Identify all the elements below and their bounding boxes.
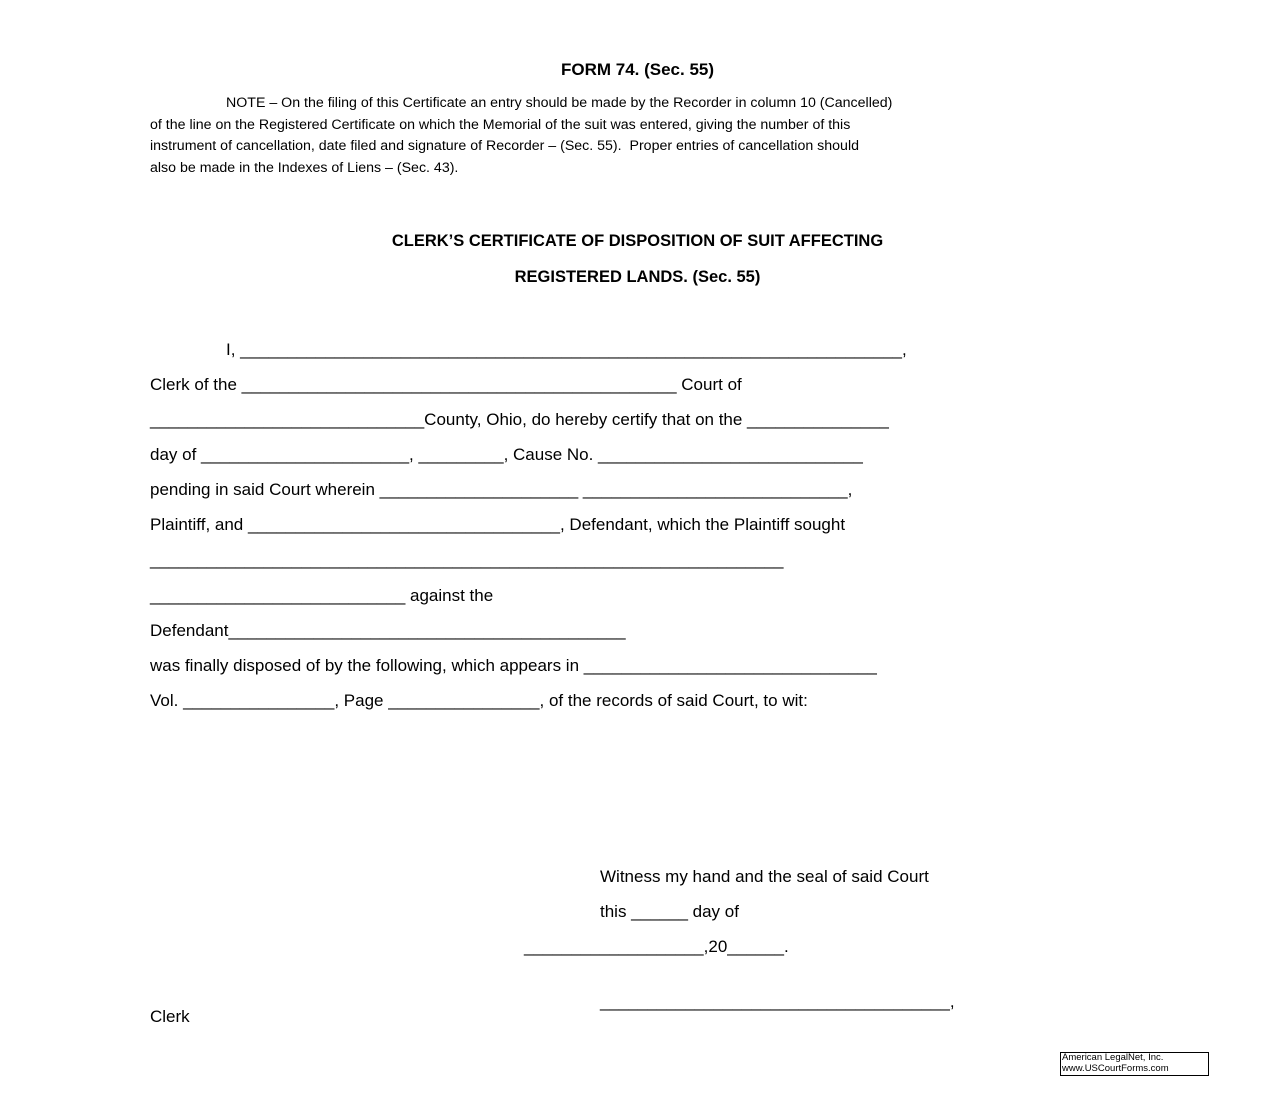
clerk-label: Clerk xyxy=(150,1007,190,1026)
form-title: FORM 74. (Sec. 55) xyxy=(560,60,715,79)
date-cause-line: day of ______________________, _________, Cause No. ____________________________ xyxy=(150,445,863,464)
relief-sought-line: ___________________________________________________________________ xyxy=(150,550,784,569)
footer-website: www.USCourtForms.com xyxy=(1062,1062,1169,1074)
certificate-heading-line-2: REGISTERED LANDS. (Sec. 55) xyxy=(514,268,761,286)
county-line: _____________________________County, Ohio, do hereby certify that on the _______________ xyxy=(150,410,889,429)
note-line: also be made in the Indexes of Liens – (Sec. 43). xyxy=(150,159,459,176)
note-paragraph xyxy=(150,93,1125,179)
clerk-name-line: I, ______________________________________________________________________, xyxy=(226,340,907,359)
witness-statement: Witness my hand and the seal of said Court xyxy=(600,867,929,886)
certificate-heading-line-1: CLERK’S CERTIFICATE OF DISPOSITION OF SUIT AFFECTING xyxy=(391,232,884,250)
witness-day-line: this ______ day of xyxy=(600,902,739,921)
note-line: of the line on the Registered Certificate on which the Memorial of the suit was entered, giving the number of this xyxy=(150,116,851,133)
parties-line: pending in said Court wherein _____________________ ____________________________, xyxy=(150,480,853,499)
signature-line: _____________________________________, xyxy=(600,992,955,1011)
court-name-line: Clerk of the ______________________________________________ Court of xyxy=(150,375,742,394)
footer-credit xyxy=(1060,1052,1209,1076)
volume-page-line: Vol. ________________, Page ________________, of the records of said Court, to wit: xyxy=(150,691,808,710)
note-line: instrument of cancellation, date filed and signature of Recorder – (Sec. 55). Proper entries of cancellation should xyxy=(150,138,859,154)
plaintiff-defendant-line: Plaintiff, and _________________________________, Defendant, which the Plaintiff sought xyxy=(150,515,846,534)
note-line: NOTE – On the filing of this Certificate an entry should be made by the Recorder in column 10 (Cancelled) xyxy=(226,95,893,111)
defendant-line: Defendant__________________________________________ xyxy=(150,621,626,640)
footer-company: American LegalNet, Inc. xyxy=(1062,1052,1164,1063)
against-line: ___________________________ against the xyxy=(150,586,494,605)
witness-date-line: ___________________,20______. xyxy=(524,937,789,956)
disposition-line: was finally disposed of by the following, which appears in _______________________________ xyxy=(150,656,877,675)
